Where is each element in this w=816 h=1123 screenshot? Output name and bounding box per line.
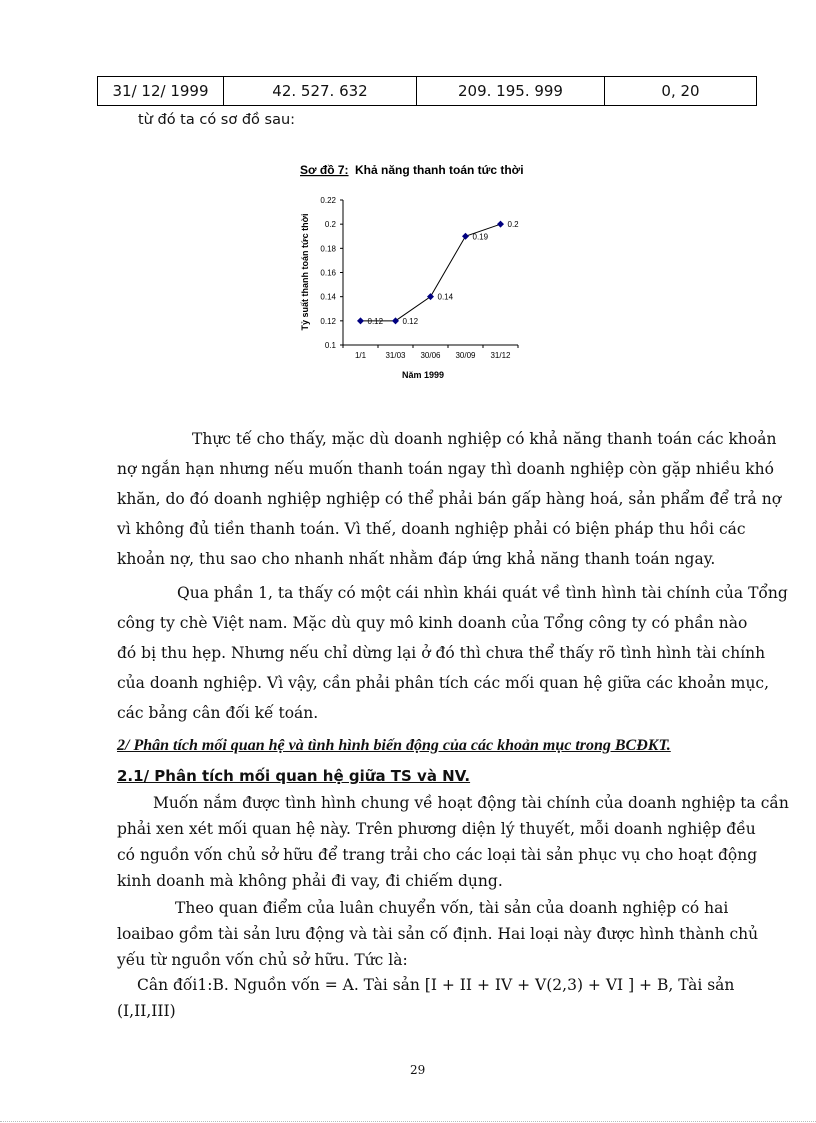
x-tick-label: 30/09 xyxy=(455,351,476,360)
y-tick-label: 0.22 xyxy=(320,196,336,205)
text-line: phải xen xét mối quan hệ này. Trên phương diện lý thuyết, mỗi doanh nghiệp đều xyxy=(117,820,756,838)
formula-line: (I,II,III) xyxy=(117,1002,176,1020)
page-number: 29 xyxy=(410,1063,426,1077)
cell-value-1: 42. 527. 632 xyxy=(224,77,417,106)
x-tick-label: 31/12 xyxy=(490,351,511,360)
text-line: Qua phần 1, ta thấy có một cái nhìn khái quát về tình hình tài chính của Tổng xyxy=(177,584,788,602)
data-label: 0.14 xyxy=(437,292,454,302)
data-table xyxy=(97,76,757,106)
text-line: khoản nợ, thu sao cho nhanh nhất nhằm đáp ứng khả năng thanh toán ngay. xyxy=(117,550,716,568)
formula-line: Cân đối1:B. Nguồn vốn = A. Tài sản [I + II + IV + V(2,3) + VI ] + B, Tài sản xyxy=(137,976,735,994)
y-axis-label: Tỷ suất thanh toán tức thời xyxy=(300,213,310,331)
data-labels xyxy=(368,220,520,326)
data-label: 0.12 xyxy=(402,316,419,326)
paragraph-4 xyxy=(117,895,759,973)
line-chart xyxy=(290,155,550,390)
y-ticks xyxy=(320,196,343,350)
text-line: Muốn nắm được tình hình chung về hoạt động tài chính của doanh nghiệp ta cần xyxy=(153,794,789,812)
y-tick-label: 0.2 xyxy=(324,220,336,230)
text-line: khăn, do đó doanh nghiệp nghiệp có thể phải bán gấp hàng hoá, sản phẩm để trả nợ xyxy=(117,490,782,508)
y-tick-label: 0.12 xyxy=(320,316,336,326)
paragraph-2 xyxy=(117,578,788,728)
formula xyxy=(117,972,735,1024)
y-tick-label: 0.16 xyxy=(320,268,336,278)
section-heading: 2/ Phân tích mối quan hệ và tình hình biến động của các khoản mục trong BCĐKT. xyxy=(117,737,671,754)
x-tick-label: 1/1 xyxy=(354,351,367,360)
text-line: yếu từ nguồn vốn chủ sở hữu. Tức là: xyxy=(117,951,408,969)
text-line: của doanh nghiệp. Vì vậy, cần phải phân tích các mối quan hệ giữa các khoản mục, xyxy=(117,674,770,692)
data-point xyxy=(462,233,469,240)
text-line: vì không đủ tiền thanh toán. Vì thế, doanh nghiệp phải có biện pháp thu hồi các xyxy=(117,520,746,538)
data-point xyxy=(357,317,364,324)
data-point xyxy=(392,317,399,324)
cell-ratio: 0, 20 xyxy=(605,77,757,106)
data-point xyxy=(427,293,434,300)
text-line: kinh doanh mà không phải đi vay, đi chiếm dụng. xyxy=(117,872,503,890)
text-line: Thực tế cho thấy, mặc dù doanh nghiệp có khả năng thanh toán các khoản xyxy=(192,430,777,448)
chart-title-prefix: Sơ đồ 7: xyxy=(300,163,349,177)
text-line: có nguồn vốn chủ sở hữu để trang trải cho các loại tài sản phục vụ cho hoạt động xyxy=(117,846,758,864)
text-line: đó bị thu hẹp. Nhưng nếu chỉ dừng lại ở đó thì chưa thể thấy rõ tình hình tài chính xyxy=(117,644,766,662)
data-label: 0.19 xyxy=(472,232,489,242)
paragraph-3 xyxy=(117,790,789,894)
chart-title: Khả năng thanh toán tức thời xyxy=(355,163,524,177)
text-line: công ty chè Việt nam. Mặc dù quy mô kinh doanh của Tổng công ty có phần nào xyxy=(117,614,748,632)
paragraph-1 xyxy=(117,424,782,574)
text-line: Theo quan điểm của luân chuyển vốn, tài sản của doanh nghiệp có hai xyxy=(175,899,729,917)
x-tick-label: 31/03 xyxy=(385,351,406,360)
x-ticks xyxy=(343,345,518,360)
data-label: 0.2 xyxy=(507,220,519,230)
data-label: 0.12 xyxy=(367,316,384,326)
y-tick-label: 0.1 xyxy=(324,341,336,350)
intro-text: từ đó ta có sơ đồ sau: xyxy=(138,112,296,128)
x-tick-label: 30/06 xyxy=(420,351,441,360)
data-point xyxy=(497,221,504,228)
subsection-heading: 2.1/ Phân tích mối quan hệ giữa TS và NV. xyxy=(117,767,471,785)
y-tick-label: 0.18 xyxy=(320,244,336,254)
cell-date: 31/ 12/ 1999 xyxy=(98,77,224,106)
x-axis-label: Năm 1999 xyxy=(402,370,445,380)
y-tick-label: 0.14 xyxy=(320,292,336,302)
text-line: các bảng cân đối kế toán. xyxy=(117,704,319,722)
text-line: loaibao gồm tài sản lưu động và tài sản cố định. Hai loại này được hình thành chủ xyxy=(117,925,759,943)
text-line: nợ ngắn hạn nhưng nếu muốn thanh toán ngay thì doanh nghiệp còn gặp nhiều khó xyxy=(117,460,774,478)
cell-value-2: 209. 195. 999 xyxy=(417,77,605,106)
page-bottom-rule xyxy=(0,1121,816,1122)
table-row xyxy=(98,77,757,106)
